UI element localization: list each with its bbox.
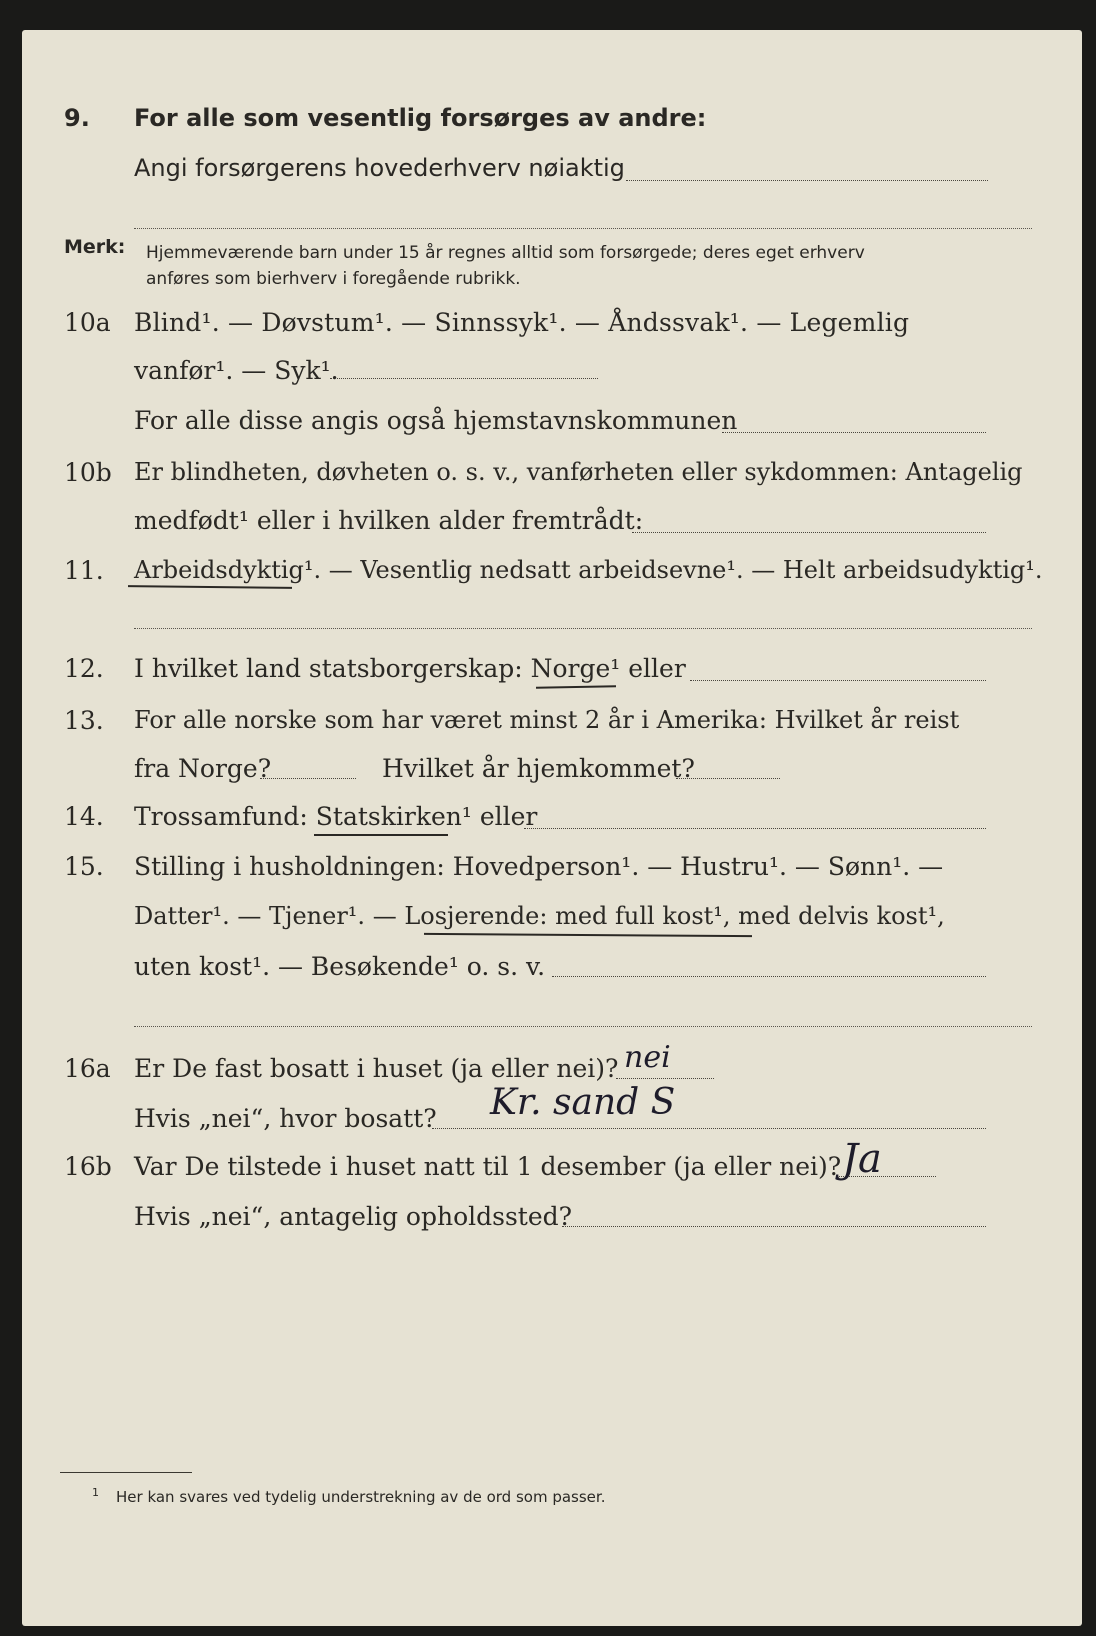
answer-line[interactable] <box>626 180 988 181</box>
handwritten-underline <box>314 834 448 836</box>
question-number: 10b <box>64 458 112 487</box>
question-text: Var De tilstede i huset natt til 1 desember (ja eller nei)? <box>134 1152 842 1181</box>
handwritten-answer: nei <box>624 1040 671 1075</box>
question-text: For alle som vesentlig forsørges av andre: <box>134 104 707 132</box>
question-text-line3: For alle disse angis også hjemstavnskommunen <box>134 406 738 435</box>
answer-line[interactable] <box>690 680 986 681</box>
handwritten-answer: Kr. sand S <box>490 1082 676 1123</box>
question-text-line2a: fra Norge? <box>134 754 272 783</box>
question-text-line2: Hvis „nei“, hvor bosatt? <box>134 1104 437 1133</box>
question-text-line2: Hvis „nei“, antagelig opholdssted? <box>134 1202 573 1231</box>
note-line1: Hjemmeværende barn under 15 år regnes alltid som forsørgede; deres eget erhverv <box>146 243 865 263</box>
question-text: Arbeidsdyktig¹. — Vesentlig nedsatt arbeidsevne¹. — Helt arbeidsudyktig¹. <box>134 556 1043 584</box>
census-form-page <box>22 30 1082 1626</box>
question-number: 15. <box>64 852 104 881</box>
question-number: 12. <box>64 654 104 683</box>
separator-line <box>134 628 1032 629</box>
question-text: Trossamfund: Statskirken¹ eller <box>134 802 538 831</box>
question-text-line2: Datter¹. — Tjener¹. — Losjerende: med full kost¹, med delvis kost¹, <box>134 902 945 930</box>
footnote-text: Her kan svares ved tydelig understrekning av de ord som passer. <box>116 1488 606 1506</box>
separator-line <box>134 228 1032 229</box>
answer-line[interactable] <box>330 378 598 379</box>
question-text-line2b: Hvilket år hjemkommet? <box>382 754 695 783</box>
question-text: Blind¹. — Døvstum¹. — Sinnssyk¹. — Åndssvak¹. — Legemlig <box>134 308 910 337</box>
question-text: I hvilket land statsborgerskap: Norge¹ eller <box>134 654 686 683</box>
answer-line[interactable] <box>562 1226 986 1227</box>
answer-line[interactable] <box>632 532 986 533</box>
handwritten-underline <box>424 933 752 937</box>
question-text: Er blindheten, døvheten o. s. v., vanførheten eller sykdommen: Antagelig <box>134 458 1023 486</box>
question-number: 13. <box>64 706 104 735</box>
handwritten-underline <box>536 685 616 688</box>
question-text: Stilling i husholdningen: Hovedperson¹. — Hustru¹. — Sønn¹. — <box>134 852 944 881</box>
question-number: 9. <box>64 104 90 132</box>
question-text-line2: Angi forsørgerens hovederhverv nøiaktig <box>134 154 625 182</box>
answer-line[interactable] <box>676 778 780 779</box>
question-number: 10a <box>64 308 111 337</box>
question-text: For alle norske som har været minst 2 år i Amerika: Hvilket år reist <box>134 706 960 734</box>
note-line2: anføres som bierhverv i foregående rubrikk. <box>146 269 521 289</box>
footnote-mark: 1 <box>92 1486 99 1499</box>
answer-line[interactable] <box>552 976 986 977</box>
answer-line[interactable] <box>524 828 986 829</box>
question-text: Er De fast bosatt i huset (ja eller nei)? <box>134 1054 619 1083</box>
footnote-rule <box>60 1472 192 1473</box>
note-label: Merk: <box>64 236 126 258</box>
question-text-line2: medfødt¹ eller i hvilken alder fremtrådt: <box>134 506 644 535</box>
question-number: 11. <box>64 556 104 585</box>
question-number: 16b <box>64 1152 112 1181</box>
question-text-line3: uten kost¹. — Besøkende¹ o. s. v. <box>134 952 546 981</box>
handwritten-answer: Ja <box>842 1136 882 1182</box>
answer-line[interactable] <box>432 1128 986 1129</box>
answer-line[interactable] <box>722 432 986 433</box>
handwritten-underline <box>128 585 292 589</box>
question-text-line2: vanfør¹. — Syk¹. <box>134 356 339 385</box>
answer-line[interactable] <box>260 778 356 779</box>
question-number: 14. <box>64 802 104 831</box>
answer-line[interactable] <box>616 1078 714 1079</box>
question-number: 16a <box>64 1054 111 1083</box>
separator-line <box>134 1026 1032 1027</box>
